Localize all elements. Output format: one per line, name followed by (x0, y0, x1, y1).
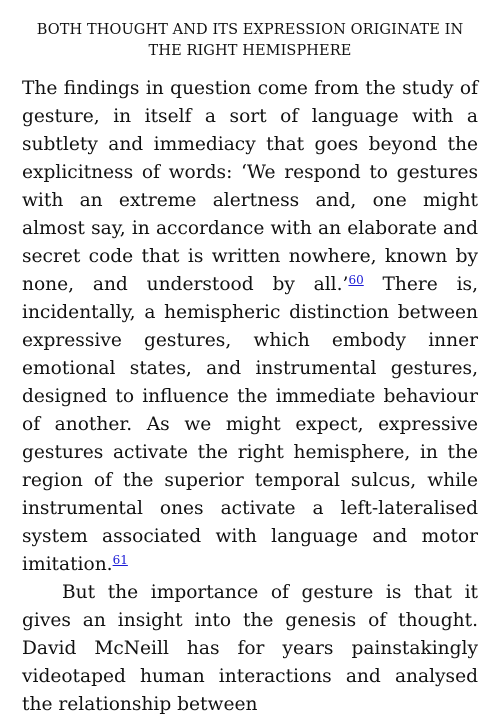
paragraph-1-text-part-2: There is, incidentally, a hemispheric distinction between expressive gestures, which embody inner emotional states, and instrumental gestures, designed to influence the immediate behaviour of another. As we might expect, expressive gestures activate the right hemisphere, in the region of the superior temporal sulcus, while instrumental ones activate a left-lateralised system associated with language and motor imitation. (22, 274, 478, 575)
footnote-link-60[interactable]: 60 (348, 273, 364, 287)
book-page (22, 20, 478, 719)
body-paragraph-2: But the importance of gesture is that it gives an insight into the genesis of thought. David McNeill has for years painstakingly videotaped human interactions and analysed the relationship between (22, 582, 478, 715)
paragraph-1-text-part-1: The findings in question come from the study of gesture, in itself a sort of language with a subtlety and immediacy that goes beyond the explicitness of words: ‘We respond to gestures with an extreme alertness and, one might almost say, in accordance with an elaborate and secret code that is written nowhere, known by none, and understood by all.’ (22, 78, 478, 295)
footnote-link-61[interactable]: 61 (112, 553, 128, 567)
body-paragraph-1 (22, 75, 478, 579)
running-head: BOTH THOUGHT AND ITS EXPRESSION ORIGINATE IN THE RIGHT HEMISPHERE (36, 22, 464, 59)
